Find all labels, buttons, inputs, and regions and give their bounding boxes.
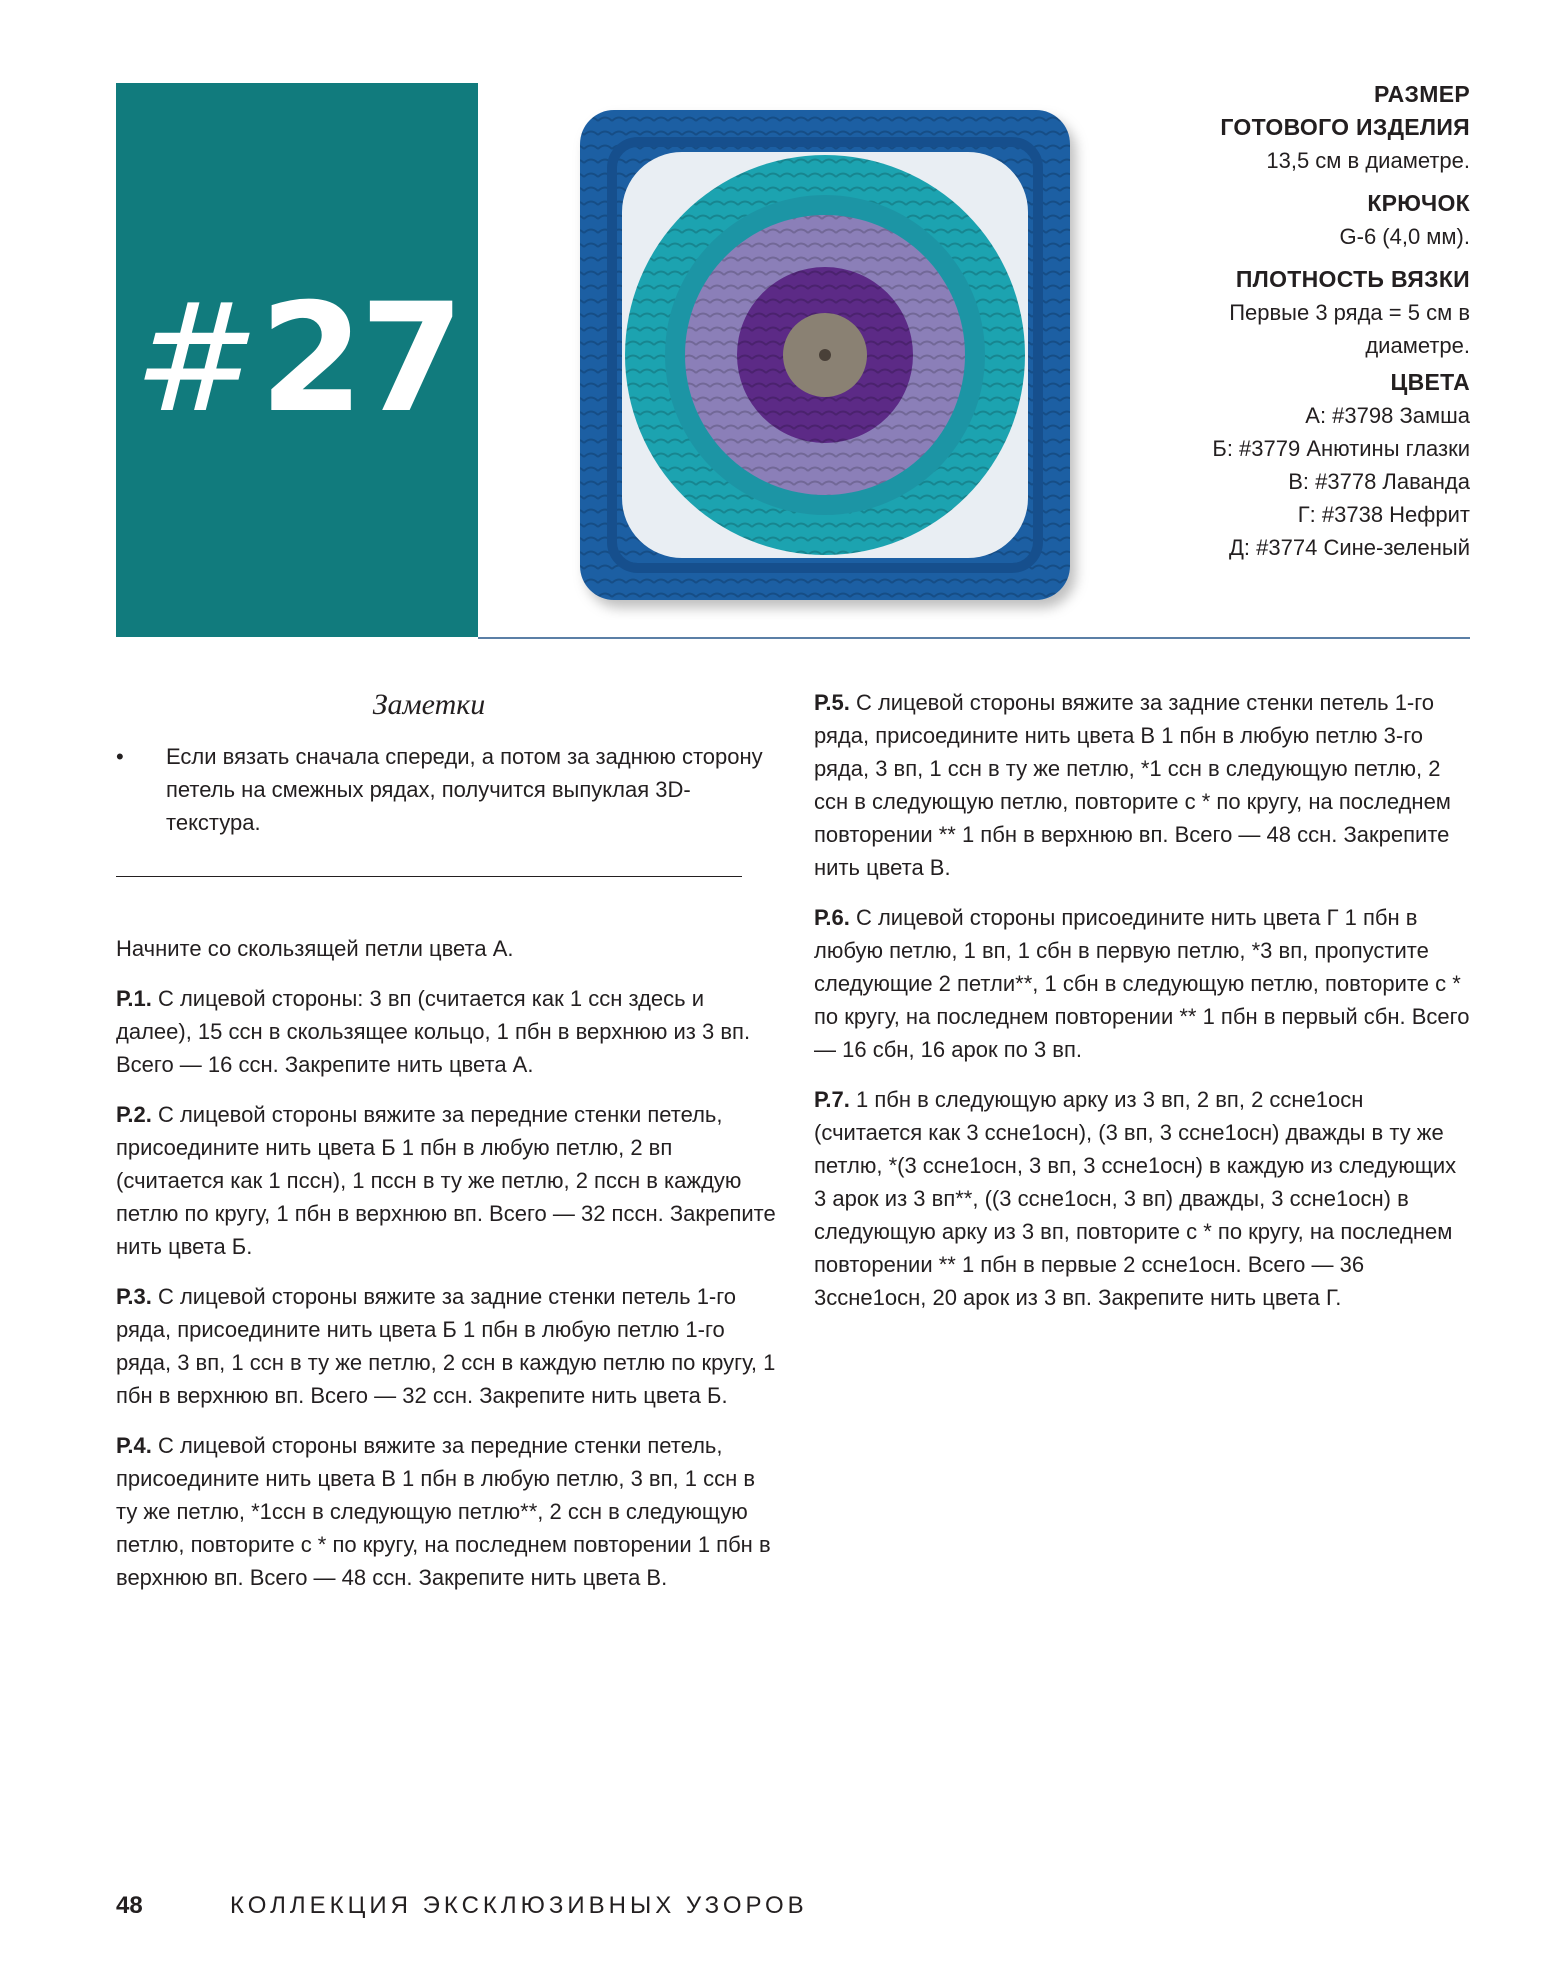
row-instruction	[116, 1429, 776, 1594]
row-text: С лицевой стороны вяжите за задние стенки петель 1-го ряда, присоедините нить цвета В 1 пбн в любую петлю 3-го ряда, 3 вп, 1 ссн в ту же петлю, *1 ссн в следующую петлю, 2 ссн в следующую петлю, повторите с * по кругу, на последнем повторении ** 1 пбн в верхнюю вп. Всего — 48 ссн. Закрепите нить цвета В.	[814, 690, 1451, 880]
row-label: Р.5.	[814, 690, 850, 715]
colors-title: ЦВЕТА	[1390, 369, 1470, 395]
notes-list	[116, 740, 776, 839]
color-item: Д: #3774 Сине-зеленый	[1229, 535, 1470, 560]
pattern-number	[116, 272, 478, 446]
row-text: С лицевой стороны вяжите за передние стенки петель, присоедините нить цвета Б 1 пбн в любую петлю, 2 вп (считается как 1 пссн), 1 пссн в ту же петлю, 2 пссн в каждую петлю по кругу, 1 пбн в верхнюю вп. Всего — 32 пссн. Закрепите нить цвета Б.	[116, 1102, 776, 1259]
gauge-value-line1: Первые 3 ряда = 5 см в	[1229, 300, 1470, 325]
book-title: КОЛЛЕКЦИЯ ЭКСКЛЮЗИВНЫХ УЗОРОВ	[230, 1892, 808, 1919]
row-text: С лицевой стороны вяжите за задние стенки петель 1-го ряда, присоедините нить цвета Б 1 пбн в любую петлю 1-го ряда, 3 вп, 1 ссн в ту же петлю, 2 ссн в каждую петлю по кругу, 1 пбн в верхнюю вп. Всего — 32 ссн. Закрепите нить цвета Б.	[116, 1284, 776, 1408]
size-title-line1: РАЗМЕР	[1374, 81, 1470, 107]
row-label: Р.7.	[814, 1087, 850, 1112]
gauge-value-line2: диаметре.	[1365, 333, 1470, 358]
row-label: Р.2.	[116, 1102, 152, 1127]
pattern-number-value: 27	[259, 272, 461, 446]
color-item: Б: #3779 Анютины глазки	[1212, 436, 1470, 461]
pattern-number-block	[116, 83, 478, 637]
gauge-value	[1110, 296, 1470, 362]
row-instruction	[116, 1098, 776, 1263]
color-item: В: #3778 Лаванда	[1288, 469, 1470, 494]
row-text: С лицевой стороны вяжите за передние стенки петель, присоедините нить цвета В 1 пбн в любую петлю, 3 вп, 1 ссн в ту же петлю, *1ссн в следующую петлю**, 2 ссн в следующую петлю, повторите с * по кругу, на последнем повторении 1 пбн в верхнюю вп. Всего — 48 ссн. Закрепите нить цвета В.	[116, 1433, 771, 1590]
row-instruction	[116, 982, 776, 1081]
row-label: Р.3.	[116, 1284, 152, 1309]
crochet-square-photo	[570, 100, 1090, 620]
pattern-hash: #	[133, 272, 260, 446]
pattern-info	[1110, 78, 1470, 564]
page-number: 48	[116, 1892, 143, 1919]
header-divider	[478, 637, 1470, 639]
hook-value: G-6 (4,0 мм).	[1339, 224, 1470, 249]
row-instruction	[814, 686, 1474, 884]
notes-divider	[116, 876, 742, 877]
row-instruction	[116, 1280, 776, 1412]
row-label: Р.4.	[116, 1433, 152, 1458]
row-text: С лицевой стороны присоедините нить цвета Г 1 пбн в любую петлю, 1 вп, 1 сбн в первую петлю, *3 вп, пропустите следующие 2 петли**, 1 сбн в следующую петлю, повторите с * по кругу, на последнем повторении ** 1 пбн в первый сбн. Всего — 16 сбн, 16 арок по 3 вп.	[814, 905, 1470, 1062]
note-item: • Если вязать сначала спереди, а потом за заднюю сторону петель на смежных рядах, получится выпуклая 3D-текстура.	[116, 740, 776, 839]
gauge-title: ПЛОТНОСТЬ ВЯЗКИ	[1235, 266, 1470, 292]
row-label: Р.1.	[116, 986, 152, 1011]
row-text: С лицевой стороны: 3 вп (считается как 1 ссн здесь и далее), 15 ссн в скользящее кольцо, 1 пбн в верхнюю из 3 вп. Всего — 16 ссн. Закрепите нить цвета А.	[116, 986, 751, 1077]
instructions-left-column	[116, 932, 776, 1611]
instructions-right-column	[814, 686, 1474, 1331]
colors-list	[1110, 399, 1470, 564]
color-item: А: #3798 Замша	[1305, 403, 1470, 428]
intro-text: Начните со скользящей петли цвета А.	[116, 936, 514, 961]
row-instruction	[814, 1083, 1474, 1314]
size-value: 13,5 см в диаметре.	[1266, 148, 1470, 173]
notes-title: Заметки	[372, 688, 486, 721]
row-instruction	[814, 901, 1474, 1066]
page-footer	[116, 1892, 808, 1920]
hook-title: КРЮЧОК	[1367, 190, 1470, 216]
size-title-line2: ГОТОВОГО ИЗДЕЛИЯ	[1220, 114, 1470, 140]
row-label: Р.6.	[814, 905, 850, 930]
row-text: 1 пбн в следующую арку из 3 вп, 2 вп, 2 ссне1осн (считается как 3 ссне1осн), (3 вп, 3 ссне1осн) дважды в ту же петлю, *(3 ссне1осн, 3 вп, 3 ссне1осн) в каждую из следующих 3 арок из 3 вп**, ((3 ссне1осн, 3 вп) дважды, 3 ссне1осн) в следующую арку из 3 вп, повторите с * по кругу, на последнем повторении ** 1 пбн в первые 2 ссне1осн. Всего — 36 3ссне1осн, 20 арок из 3 вп. Закрепите нить цвета Г.	[814, 1087, 1457, 1310]
color-item: Г: #3738 Нефрит	[1297, 502, 1470, 527]
